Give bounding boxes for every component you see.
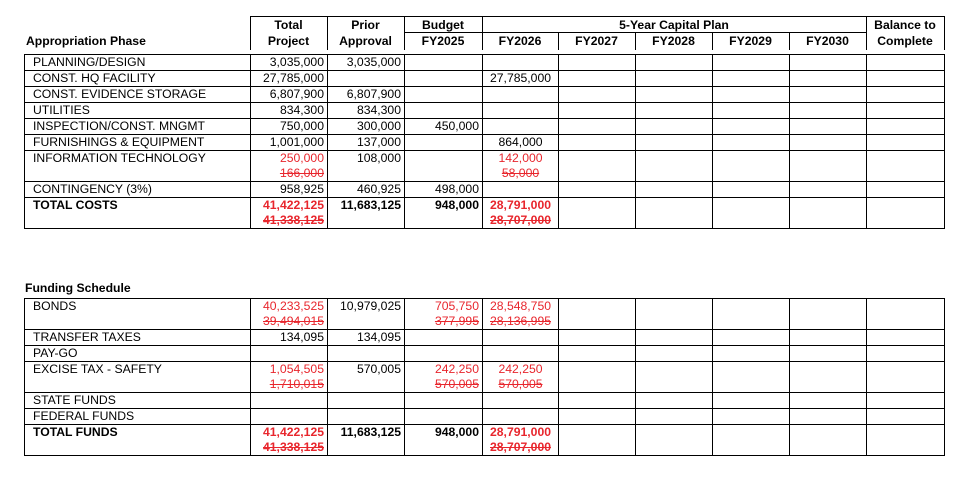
fy2026-cell [483,409,559,425]
table-row [25,330,945,346]
budget-value: 948,000 [434,198,479,212]
budget-value: 705,750 [434,299,479,313]
fy2027-cell [559,55,636,71]
total-value: 834,300 [279,103,324,117]
total-value: 41,422,125 [263,198,324,212]
fy2030-cell [790,103,867,119]
total-cell [251,393,328,409]
budget-cell [405,299,483,330]
fy2026-cell [483,425,559,456]
balance-cell [867,425,945,456]
fy2028-cell [636,55,713,71]
prior-cell [328,87,405,103]
fy2030-cell [790,409,867,425]
total-previous-value: 166,000 [279,166,324,180]
total-cell [251,182,328,198]
balance-cell [867,182,945,198]
budget-cell [405,135,483,151]
fy2028-cell [636,87,713,103]
fy2028-cell [636,198,713,229]
fy2027-cell [559,198,636,229]
budget-value: 948,000 [434,425,479,439]
budget-cell [405,119,483,135]
table-row [25,198,945,229]
prior-value: 134,095 [356,330,401,344]
fy2030-cell [790,182,867,198]
row-label: PAY-GO [25,346,251,362]
balance-cell [867,330,945,346]
balance-cell [867,119,945,135]
row-label: INFORMATION TECHNOLOGY [25,151,251,182]
total-cell [251,135,328,151]
prior-cell [328,362,405,393]
total-cell [251,151,328,182]
fy2027-cell [559,135,636,151]
prior-value: 570,005 [356,362,401,376]
budget-value: 498,000 [434,182,479,196]
balance-cell [867,362,945,393]
total-cell [251,103,328,119]
fy2030-cell [790,393,867,409]
total-previous-value: 41,338,125 [263,213,324,227]
budget-cell [405,393,483,409]
fy2026-cell [483,103,559,119]
funding-table [24,298,945,456]
fy2026-value: 864,000 [498,135,543,149]
fy2030-cell [790,55,867,71]
budget-cell [405,71,483,87]
fy2028-cell [636,425,713,456]
prior-cell [328,425,405,456]
prior-value: 10,979,025 [340,299,401,313]
row-label: FEDERAL FUNDS [25,409,251,425]
table-row [25,299,945,330]
balance-cell [867,409,945,425]
fy2026-cell [483,198,559,229]
fy2026-value: 242,250 [498,362,543,376]
total-cell [251,425,328,456]
prior-value: 3,035,000 [346,55,401,69]
total-cell [251,71,328,87]
table-row [25,362,945,393]
fy2028-cell [636,346,713,362]
fy2027-cell [559,393,636,409]
fy2026-previous-value: 28,707,000 [490,440,551,454]
prior-cell [328,151,405,182]
fy2027-cell [559,330,636,346]
fy2026-cell [483,362,559,393]
prior-cell [328,299,405,330]
fy2027-cell [559,182,636,198]
prior-value: 460,925 [356,182,401,196]
total-value: 1,054,505 [269,362,324,376]
budget-previous-value: 377,995 [434,314,479,328]
row-label: STATE FUNDS [25,393,251,409]
fy2030-cell [790,87,867,103]
fy2027-cell [559,103,636,119]
fy2030-cell [790,71,867,87]
table-row [25,346,945,362]
header-table [24,16,945,50]
budget-cell [405,55,483,71]
balance-cell [867,87,945,103]
total-value: 134,095 [279,330,324,344]
row-label: BONDS [25,299,251,330]
prior-cell [328,182,405,198]
fy2026-previous-value: 58,000 [501,166,540,180]
fy2029-cell [713,198,790,229]
balance-cell [867,71,945,87]
table-row [25,87,945,103]
fy2027-cell [559,87,636,103]
fy2027-cell [559,299,636,330]
prior-value: 11,683,125 [340,198,401,212]
fy2029-cell [713,182,790,198]
fy2028-cell [636,330,713,346]
prior-value: 300,000 [356,119,401,133]
total-value: 250,000 [279,151,324,165]
prior-value: 6,807,900 [346,87,401,101]
prior-cell [328,55,405,71]
total-previous-value: 1,710,015 [269,377,324,391]
balance-cell [867,103,945,119]
total-value: 27,785,000 [263,71,324,85]
total-previous-value: 41,338,125 [263,440,324,454]
fy2029-cell [713,393,790,409]
total-cell [251,409,328,425]
fy2030-header: FY2030 [789,33,866,51]
budget-cell [405,330,483,346]
fy2026-cell [483,119,559,135]
budget-cell [405,103,483,119]
total-previous-value: 39,494,015 [263,314,324,328]
row-label: PLANNING/DESIGN [25,55,251,71]
fy2027-header: FY2027 [558,33,635,51]
fy2030-cell [790,330,867,346]
fy2027-cell [559,362,636,393]
fy2029-cell [713,362,790,393]
fy2026-value: 28,791,000 [490,425,551,439]
table-row [25,182,945,198]
total-project-header: Total [250,17,327,33]
fy2030-cell [790,119,867,135]
prior-value: 11,683,125 [340,425,401,439]
table-row [25,71,945,87]
balance-header-2: Complete [866,33,944,51]
budget-previous-value: 570,005 [434,377,479,391]
prior-value: 137,000 [356,135,401,149]
balance-cell [867,151,945,182]
fy2029-cell [713,71,790,87]
total-cell [251,55,328,71]
fy2026-cell [483,182,559,198]
capital-plan-header: 5-Year Capital Plan [482,17,866,33]
budget-value: 242,250 [434,362,479,376]
budget-cell [405,198,483,229]
fy2028-cell [636,151,713,182]
prior-value: 108,000 [356,151,401,165]
fy2030-cell [790,425,867,456]
fy2027-cell [559,151,636,182]
table-row [25,409,945,425]
table-row [25,135,945,151]
fy2026-header: FY2026 [482,33,558,51]
row-label: EXCISE TAX - SAFETY [25,362,251,393]
budget-cell [405,362,483,393]
balance-cell [867,198,945,229]
balance-header: Balance to [866,17,944,33]
table-row [25,119,945,135]
total-project-header-2: Project [250,33,327,51]
row-label: TOTAL FUNDS [25,425,251,456]
row-label: FURNISHINGS & EQUIPMENT [25,135,251,151]
table-row [25,55,945,71]
row-label: TRANSFER TAXES [25,330,251,346]
fy2028-cell [636,119,713,135]
fy2029-cell [713,330,790,346]
fy2026-previous-value: 28,136,995 [490,314,551,328]
fy2026-cell [483,71,559,87]
prior-value: 834,300 [356,103,401,117]
fy2029-cell [713,409,790,425]
prior-approval-header-2: Approval [327,33,404,51]
total-cell [251,346,328,362]
fy2029-cell [713,299,790,330]
total-value: 1,001,000 [269,135,324,149]
fy2029-cell [713,135,790,151]
budget-cell [405,346,483,362]
fy2027-cell [559,425,636,456]
total-value: 40,233,525 [263,299,324,313]
total-cell [251,198,328,229]
fy2026-cell [483,346,559,362]
balance-cell [867,346,945,362]
budget-cell [405,151,483,182]
fy2026-cell [483,299,559,330]
total-value: 958,925 [279,182,324,196]
fy2029-cell [713,103,790,119]
table-row [25,103,945,119]
prior-cell [328,393,405,409]
prior-cell [328,346,405,362]
fy2028-cell [636,103,713,119]
prior-cell [328,198,405,229]
fy2026-cell [483,330,559,346]
fy2030-cell [790,299,867,330]
total-value: 41,422,125 [263,425,324,439]
fy2026-value: 27,785,000 [490,71,551,85]
prior-cell [328,135,405,151]
fy2029-cell [713,87,790,103]
fy2029-header: FY2029 [712,33,789,51]
row-label: CONTINGENCY (3%) [25,182,251,198]
fy2027-cell [559,71,636,87]
table-row [25,393,945,409]
fy2028-cell [636,362,713,393]
fy2026-cell [483,55,559,71]
fy2028-cell [636,182,713,198]
fy2030-cell [790,151,867,182]
fy2026-value: 28,548,750 [490,299,551,313]
fy2026-cell [483,151,559,182]
funding-schedule-title: Funding Schedule [25,281,131,295]
fy2030-cell [790,362,867,393]
row-label: INSPECTION/CONST. MNGMT [25,119,251,135]
fy2026-previous-value: 28,707,000 [490,213,551,227]
fy2027-cell [559,409,636,425]
fy2026-value: 142,000 [498,151,543,165]
fy2030-cell [790,135,867,151]
fy2029-cell [713,346,790,362]
table-row [25,425,945,456]
fy2028-cell [636,409,713,425]
fy2027-cell [559,346,636,362]
total-cell [251,362,328,393]
fy2026-cell [483,87,559,103]
fy2028-header: FY2028 [635,33,712,51]
total-value: 750,000 [279,119,324,133]
row-label: TOTAL COSTS [25,198,251,229]
fy2025-header: FY2025 [404,33,482,51]
fy2029-cell [713,151,790,182]
budget-cell [405,425,483,456]
fy2027-cell [559,119,636,135]
total-cell [251,330,328,346]
table-row [25,151,945,182]
fy2030-cell [790,198,867,229]
prior-cell [328,71,405,87]
budget-cell [405,87,483,103]
prior-cell [328,103,405,119]
fy2026-cell [483,135,559,151]
fy2029-cell [713,55,790,71]
total-cell [251,87,328,103]
appropriation-phase-header: Appropriation Phase [26,33,146,48]
row-label: CONST. EVIDENCE STORAGE [25,87,251,103]
prior-cell [328,330,405,346]
balance-cell [867,135,945,151]
fy2028-cell [636,299,713,330]
fy2028-cell [636,393,713,409]
fy2026-value: 28,791,000 [490,198,551,212]
appropriation-table [24,54,945,229]
fy2029-cell [713,119,790,135]
total-value: 6,807,900 [269,87,324,101]
balance-cell [867,393,945,409]
fy2028-cell [636,135,713,151]
budget-cell [405,182,483,198]
balance-cell [867,299,945,330]
row-label: CONST. HQ FACILITY [25,71,251,87]
prior-cell [328,409,405,425]
fy2030-cell [790,346,867,362]
prior-approval-header: Prior [327,17,404,33]
prior-cell [328,119,405,135]
fy2028-cell [636,71,713,87]
fy2026-previous-value: 570,005 [498,377,543,391]
balance-cell [867,55,945,71]
row-label: UTILITIES [25,103,251,119]
total-cell [251,299,328,330]
total-value: 3,035,000 [269,55,324,69]
budget-cell [405,409,483,425]
fy2026-cell [483,393,559,409]
total-cell [251,119,328,135]
fy2029-cell [713,425,790,456]
budget-header: Budget [404,17,482,33]
budget-value: 450,000 [434,119,479,133]
